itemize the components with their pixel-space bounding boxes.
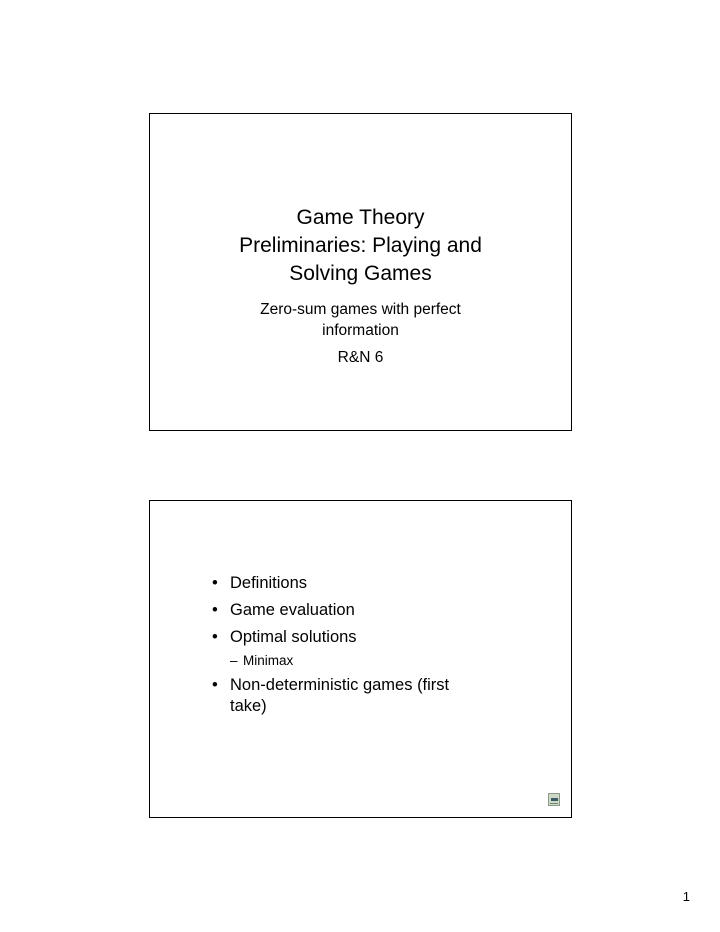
- bullet-item: [212, 627, 542, 648]
- bullet-item: [212, 600, 542, 621]
- bullet-glyph: •: [212, 628, 218, 646]
- title-line: Game Theory: [296, 206, 425, 229]
- page-number: 1: [682, 889, 690, 904]
- bullet-item: [212, 675, 542, 717]
- slide-title: [150, 204, 571, 288]
- bullet-text: Definitions: [230, 574, 308, 592]
- subtitle-line: information: [322, 322, 399, 339]
- slide-subtitle: [150, 299, 571, 368]
- sub-bullet-item: [212, 652, 542, 669]
- bullet-text: Game evaluation: [230, 601, 355, 619]
- title-line: Solving Games: [289, 262, 432, 285]
- bullet-item: [212, 573, 542, 594]
- bullet-text: take): [230, 697, 267, 715]
- bullet-text: Non-deterministic games (first: [230, 676, 450, 694]
- sub-bullet-text: Minimax: [243, 653, 294, 668]
- slide-2: [149, 500, 572, 818]
- bullet-glyph: •: [212, 601, 218, 619]
- sub-bullet-glyph: –: [230, 653, 238, 668]
- reference-text: R&N 6: [337, 349, 384, 366]
- bullet-glyph: •: [212, 574, 218, 592]
- subtitle-line: Zero-sum games with perfect: [260, 301, 461, 318]
- sound-icon[interactable]: [548, 793, 560, 806]
- title-line: Preliminaries: Playing and: [239, 234, 482, 257]
- bullet-glyph: •: [212, 676, 218, 694]
- bullet-text: Optimal solutions: [230, 628, 357, 646]
- slide-1: [149, 113, 572, 431]
- bullet-list: [212, 573, 542, 723]
